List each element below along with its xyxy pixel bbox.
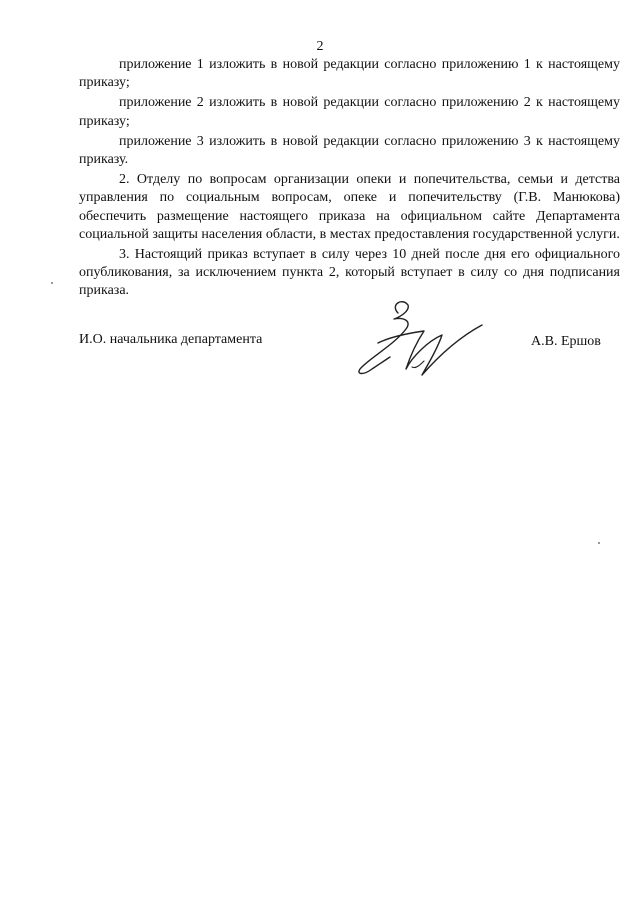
scan-speck bbox=[598, 542, 600, 544]
signatory-title: И.О. начальника департамента bbox=[79, 332, 263, 347]
document-body bbox=[79, 56, 620, 301]
paragraph-appendix-1: приложение 1 изложить в новой редакции согласно приложению 1 к настоящему приказу; bbox=[79, 57, 620, 91]
page-number: 2 bbox=[316, 39, 324, 54]
paragraph-item-2: 2. Отделу по вопросам организации опеки и попечительства, семьи и детства управления по социальным вопросам, опеке и попечительству (Г.В. Манюкова) обеспечить размещение настоящего приказа на официальном сайте Департамента социальной защиты населения области, в местах предоставления государственной услуги. bbox=[79, 172, 620, 242]
paragraph-item-3: 3. Настоящий приказ вступает в силу через 10 дней после дня его официального опубликования, за исключением пункта 2, который вступает в силу со дня подписания приказа. bbox=[79, 247, 620, 299]
scan-speck bbox=[51, 282, 53, 284]
handwritten-signature bbox=[350, 295, 500, 385]
paragraph-appendix-3: приложение 3 изложить в новой редакции согласно приложению 3 к настоящему приказу. bbox=[79, 133, 620, 168]
signatory-name: А.В. Ершов bbox=[531, 334, 601, 349]
paragraph-appendix-2: приложение 2 изложить в новой редакции согласно приложению 2 к настоящему приказу; bbox=[79, 95, 620, 129]
